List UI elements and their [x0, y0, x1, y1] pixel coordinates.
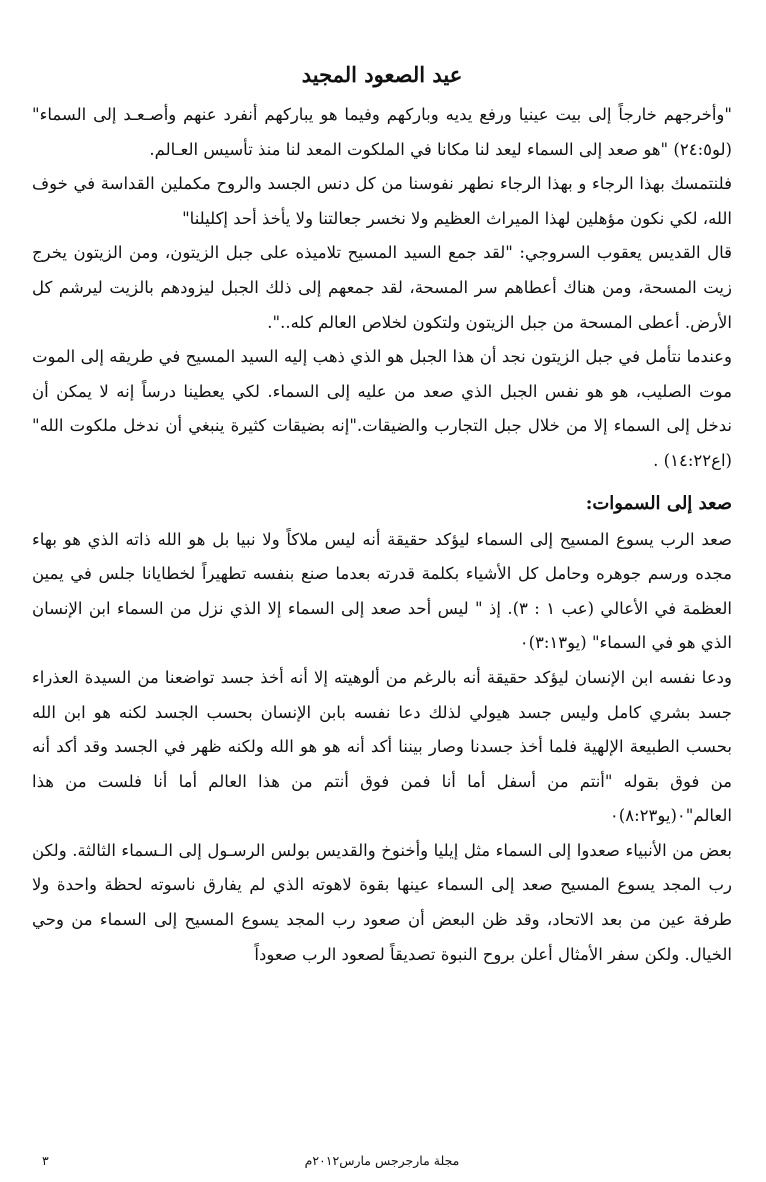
paragraph: فلنتمسك بهذا الرجاء و بهذا الرجاء نطهر نفوسنا من كل دنس الجسد والروح مكملين القداسة في خوف الله، لكي نكون مؤهلين لهذا الميراث العظيم ولا نخسر جعالتنا ولا يأخذ أحد إكليلنا" — [32, 174, 732, 228]
paragraph: "وأخرجهم خارجاً إلى بيت عينيا ورفع يديه وباركهم وفيما هو يباركهم أنفرد عنهم وأصـعـد إلى السماء" (لو٢٤:٥) "هو صعد إلى السماء ليعد لنا مكانا في الملكوت المعد لنا منذ تأسيس العـالم. — [32, 105, 732, 159]
paragraph: ودعا نفسه ابن الإنسان ليؤكد حقيقة أنه بالرغم من ألوهيته إلا أنه أخذ جسد تواضعنا من السيدة العذراء جسد بشري كامل وليس جسد هيولي لذلك دعا نفسه بابن الإنسان بحسب الجسد لكنه هو ابن الله بحسب الطبيعة الإلهية فلما أخذ جسدنا وصار بيننا أكد أنه هو هو الله ولكنه ظهر في الجسد وقد أكد أنه من فوق بقوله "أنتم من أسفل أما أنا فمن فوق أنتم من هذا العالم أما أنا فلست من هذا العالم"٠(يو٨:٢٣)٠ — [32, 667, 732, 826]
page-number: ٣ — [42, 1153, 49, 1168]
paragraph: صعد الرب يسوع المسيح إلى السماء ليؤكد حقيقة أنه ليس ملاكاً ولا نبيا بل هو الله ذاته الذي هو بهاء مجده ورسم جوهره وحامل كل الأشياء بكلمة قدرته بعدما صنع بنفسه تطهيراً لخطايانا جلس في يمين العظمة في الأعالي (عب ١ : ٣). إذ " ليس أحد صعد إلى السماء إلا الذي نزل من السماء ابن الإنسان الذي هو في السماء" (يو٣:١٣)٠ — [32, 529, 732, 653]
section-heading: صعد إلى السموات: — [585, 492, 732, 514]
paragraph: وعندما نتأمل في جبل الزيتون نجد أن هذا الجبل هو الذي ذهب إليه السيد المسيح في طريقه إلى الموت موت الصليب، هو هو نفس الجبل الذي صعد من عليه إلى السماء. لكي يعطينا درساً إنه لا يمكن أن ندخل إلى السماء إلا من خلال جبل التجارب والضيقات."إنه بضيقات كثيرة ينبغي أن ندخل ملكوت الله" (اع١٤:٢٢) . — [32, 347, 732, 470]
paragraph: قال القديس يعقوب السروجي: "لقد جمع السيد المسيح تلاميذه على جبل الزيتون، ومن الزيتون يخرج زيت المسحة، ومن هناك أعطاهم سر المسحة، لقد جمعهم إلى ذلك الجبل ليزودهم بالزيت ليرشم كل الأرض. أعطى المسحة من جبل الزيتون ولتكون لخلاص العالم كله..". — [32, 243, 732, 332]
paragraph: بعض من الأنبياء صعدوا إلى السماء مثل إيليا وأخنوخ والقديس بولس الرسـول إلى الـسماء الثالثة. ولكن رب المجد يسوع المسيح صعد إلى السماء عينها بقوة لاهوته الذي لم يفارق ناسوته لحظة واحدة ولا طرفة عين من بعد الاتحاد، وقد ظن البعض أن صعود رب المجد يسوع المسيح إلى السماء من وحي الخيال. ولكن سفر الأمثال أعلن بروح النبوة تصديقاً لصعود الرب صعوداً — [32, 840, 732, 964]
page-footer — [32, 1152, 732, 1170]
footer-journal-name: مجلة مارجرجس مارس٢٠١٢م — [304, 1153, 460, 1168]
page-title: عيد الصعود المجيد — [301, 62, 463, 87]
